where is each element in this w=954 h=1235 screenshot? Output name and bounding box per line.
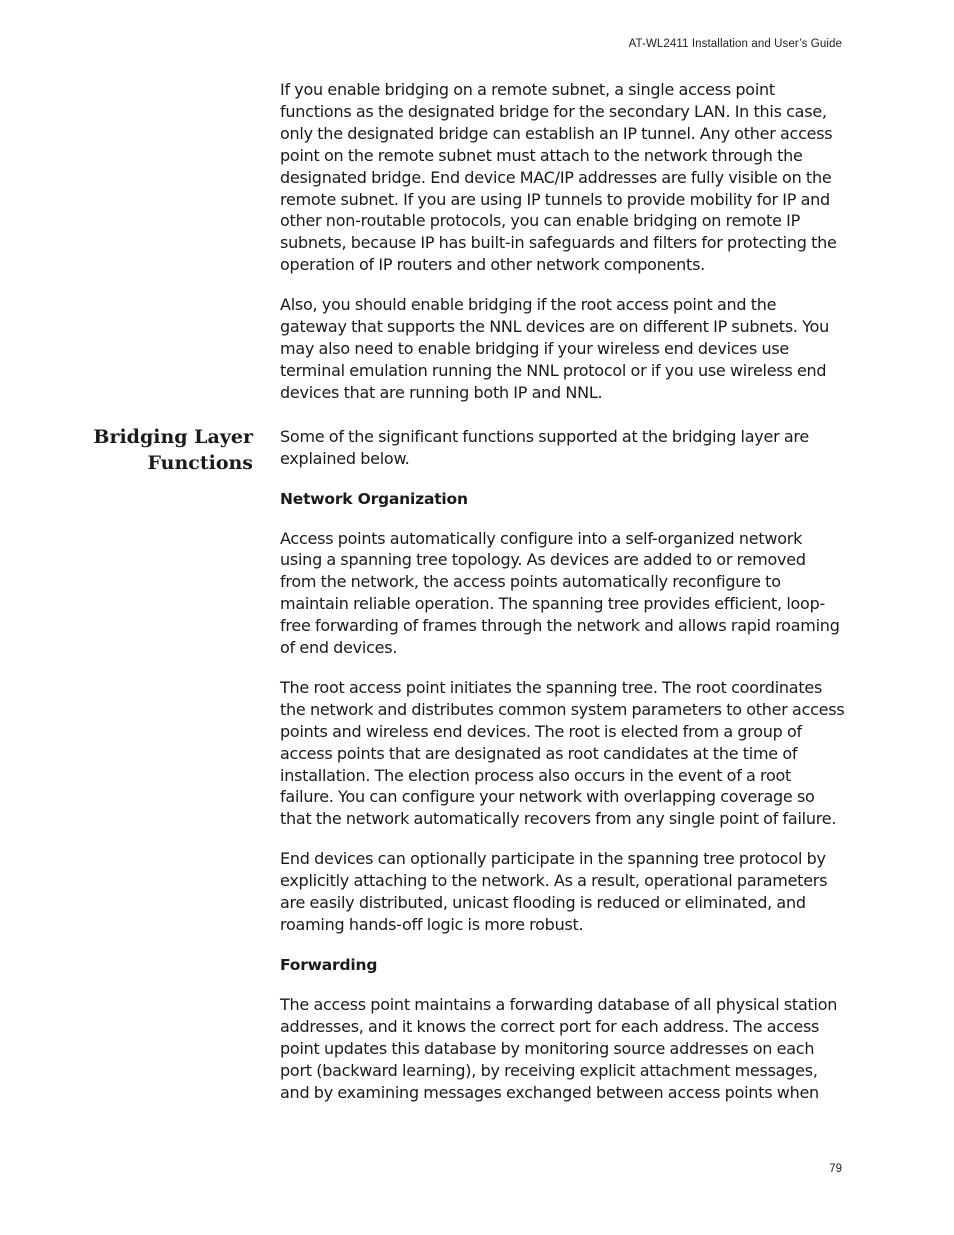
- body-text: [280, 79, 845, 1103]
- paragraph-nnl-bridging: Also, you should enable bridging if the root access point and the gateway that supports the NNL devices are on different IP subnets. You may also need to enable bridging if your wireless end devices use terminal emulation running the NNL protocol or if you use wireless end devices that are running both IP and NNL.: [280, 295, 829, 402]
- paragraph-end-devices: End devices can optionally participate in the spanning tree protocol by explicitly attaching to the network. As a result, operational parameters are easily distributed, unicast flooding is reduced or eliminated, and roaming hands-off logic is more robust.: [280, 849, 828, 934]
- page-number: 79: [829, 1163, 842, 1175]
- paragraph-spanning-tree: Access points automatically configure into a self-organized network using a spanning tree topology. As devices are added to or removed from the network, the access points automatically reconfigure to maintain reliable operation. The spanning tree provides efficient, loop-free forwarding of frames through the network and allows rapid roaming of end devices.: [280, 528, 840, 658]
- running-header: AT-WL2411 Installation and User’s Guide: [628, 38, 842, 50]
- paragraph-bridging-layer-intro: Some of the significant functions supported at the bridging layer are explained below.: [280, 426, 809, 468]
- section-heading-line-2: Functions: [147, 452, 253, 474]
- paragraph-forwarding-database: The access point maintains a forwarding database of all physical station addresses, and it knows the correct port for each address. The access point updates this database by monitoring source addresses on each port (backward learning), by receiving explicit attachment messages, and by examining messages exchanged between access points when: [280, 994, 838, 1102]
- paragraph-root-access-point: The root access point initiates the spanning tree. The root coordinates the network and distributes common system parameters to other access points and wireless end devices. The root is elected from a group of access points that are designated as root candidates at the time of installation. The election process also occurs in the event of a root failure. You can configure your network with overlapping coverage so that the network automatically recovers from any single point of failure.: [280, 677, 845, 829]
- section-heading-line-1: Bridging Layer: [93, 426, 253, 448]
- paragraph-remote-subnet-bridging: If you enable bridging on a remote subnet, a single access point functions as the designated bridge for the secondary LAN. In this case, only the designated bridge can establish an IP tunnel. Any other access point on the remote subnet must attach to the network through the designated bridge. End device MAC/IP addresses are fully visible on the remote subnet. If you are using IP tunnels to provide mobility for IP and other non-routable protocols, you can enable bridging on remote IP subnets, because IP has built-in safeguards and filters for protecting the operation of IP routers and other network components.: [280, 80, 837, 275]
- subheading-forwarding: Forwarding: [280, 955, 378, 974]
- section-heading: [60, 424, 253, 476]
- subheading-network-organization: Network Organization: [280, 489, 468, 508]
